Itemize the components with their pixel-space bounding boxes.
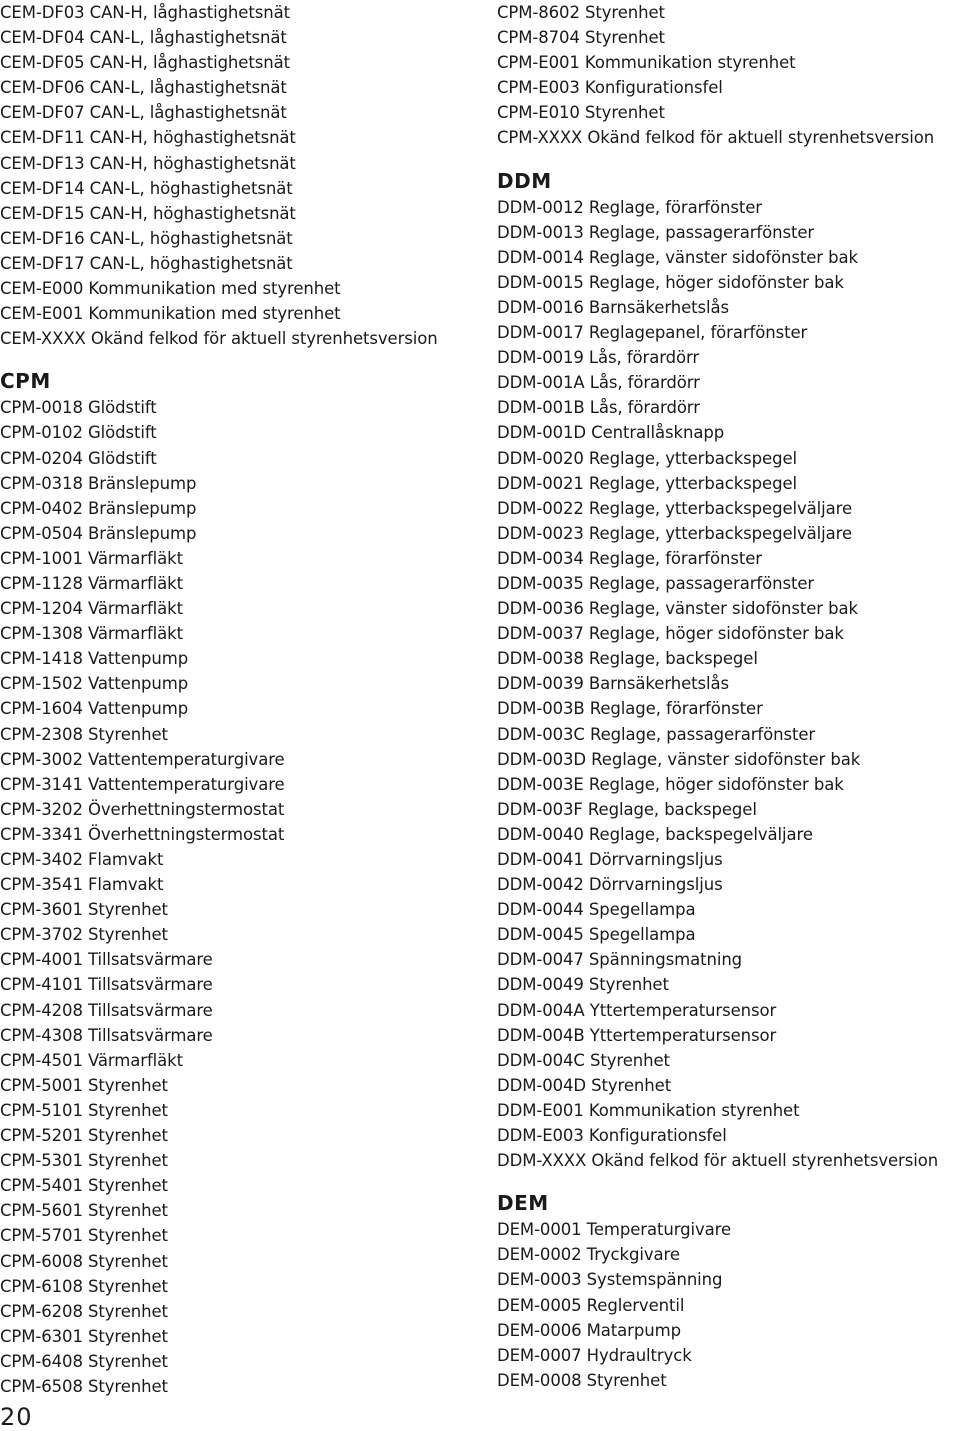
fault-code-entry-cpm-5301: CPM-5301 Styrenhet bbox=[0, 1151, 168, 1171]
fault-code-entry-ddm-003f: DDM-003F Reglage, backspegel bbox=[497, 799, 757, 819]
fault-code-entry-cpm-5201: CPM-5201 Styrenhet bbox=[0, 1126, 168, 1146]
fault-code-entry-cpm-3702: CPM-3702 Styrenhet bbox=[0, 925, 168, 945]
fault-code-entry-cpm-6408: CPM-6408 Styrenhet bbox=[0, 1351, 168, 1371]
fault-code-entry-cem-df03: CEM-DF03 CAN-H, låghastighetsnät bbox=[0, 3, 290, 22]
fault-code-entry-ddm-0021: DDM-0021 Reglage, ytterbackspegel bbox=[497, 473, 797, 493]
fault-code-entry-cpm-1308: CPM-1308 Värmarfläkt bbox=[0, 624, 184, 644]
fault-code-entry-cem-e000: CEM-E000 Kommunikation med styrenhet bbox=[0, 279, 341, 299]
fault-code-entry-ddm-0012: DDM-0012 Reglage, förarfönster bbox=[497, 197, 762, 217]
fault-code-entry-ddm-0019: DDM-0019 Lås, förardörr bbox=[497, 348, 700, 368]
fault-code-entry-cpm-4001: CPM-4001 Tillsatsvärmare bbox=[0, 950, 213, 970]
fault-code-entry-ddm-0023: DDM-0023 Reglage, ytterbackspegelväljare bbox=[497, 523, 853, 543]
fault-code-entry-ddm-001a: DDM-001A Lås, förardörr bbox=[497, 373, 700, 393]
fault-code-entry-cpm-1502: CPM-1502 Vattenpump bbox=[0, 674, 189, 694]
fault-code-entry-ddm-0020: DDM-0020 Reglage, ytterbackspegel bbox=[497, 448, 797, 468]
fault-code-entry-ddm-0045: DDM-0045 Spegellampa bbox=[497, 925, 696, 945]
left-column bbox=[0, 0, 480, 1399]
fault-code-entry-dem-0005: DEM-0005 Reglerventil bbox=[497, 1295, 685, 1315]
fault-code-entry-cem-xxxx: CEM-XXXX Okänd felkod för aktuell styrenhetsversion bbox=[0, 329, 438, 349]
fault-code-entry-cpm-5001: CPM-5001 Styrenhet bbox=[0, 1075, 168, 1095]
fault-code-entry-cpm-3601: CPM-3601 Styrenhet bbox=[0, 900, 168, 920]
fault-code-entry-cem-df04: CEM-DF04 CAN-L, låghastighetsnät bbox=[0, 28, 287, 48]
section-heading-cpm: CPM bbox=[0, 369, 51, 394]
fault-code-entry-ddm-e001: DDM-E001 Kommunikation styrenhet bbox=[497, 1100, 800, 1120]
fault-code-entry-ddm-004d: DDM-004D Styrenhet bbox=[497, 1075, 672, 1095]
fault-code-entry-cpm-0204: CPM-0204 Glödstift bbox=[0, 448, 157, 468]
fault-code-entry-dem-0001: DEM-0001 Temperaturgivare bbox=[497, 1220, 732, 1240]
fault-code-entry-cpm-3202: CPM-3202 Överhettningstermostat bbox=[0, 799, 285, 819]
fault-code-entry-cpm-4101: CPM-4101 Tillsatsvärmare bbox=[0, 975, 213, 995]
fault-code-entry-cem-df11: CEM-DF11 CAN-H, höghastighetsnät bbox=[0, 128, 296, 148]
fault-code-entry-cpm-5601: CPM-5601 Styrenhet bbox=[0, 1201, 168, 1221]
fault-code-entry-cem-df07: CEM-DF07 CAN-L, låghastighetsnät bbox=[0, 103, 287, 123]
fault-code-entry-cpm-4308: CPM-4308 Tillsatsvärmare bbox=[0, 1025, 213, 1045]
fault-code-entry-ddm-0049: DDM-0049 Styrenhet bbox=[497, 975, 669, 995]
fault-code-entry-cem-e001: CEM-E001 Kommunikation med styrenhet bbox=[0, 304, 341, 324]
fault-code-entry-cem-df17: CEM-DF17 CAN-L, höghastighetsnät bbox=[0, 253, 293, 273]
fault-code-entry-ddm-0013: DDM-0013 Reglage, passagerarfönster bbox=[497, 222, 815, 242]
fault-code-entry-cpm-6208: CPM-6208 Styrenhet bbox=[0, 1301, 168, 1321]
fault-code-entry-dem-0003: DEM-0003 Systemspänning bbox=[497, 1270, 723, 1290]
fault-code-entry-cpm-6508: CPM-6508 Styrenhet bbox=[0, 1376, 168, 1396]
fault-code-entry-ddm-0037: DDM-0037 Reglage, höger sidofönster bak bbox=[497, 624, 844, 644]
fault-code-entry-cpm-5401: CPM-5401 Styrenhet bbox=[0, 1176, 168, 1196]
fault-code-entry-ddm-0040: DDM-0040 Reglage, backspegelväljare bbox=[497, 824, 813, 844]
fault-code-entry-ddm-0022: DDM-0022 Reglage, ytterbackspegelväljare bbox=[497, 498, 853, 518]
fault-code-entry-cpm-3402: CPM-3402 Flamvakt bbox=[0, 850, 164, 869]
fault-code-entry-ddm-0042: DDM-0042 Dörrvarningsljus bbox=[497, 875, 723, 895]
fault-code-entry-cpm-1128: CPM-1128 Värmarfläkt bbox=[0, 573, 184, 593]
fault-code-entry-ddm-0041: DDM-0041 Dörrvarningsljus bbox=[497, 850, 723, 869]
fault-code-entry-ddm-0035: DDM-0035 Reglage, passagerarfönster bbox=[497, 573, 815, 593]
fault-code-entry-ddm-0038: DDM-0038 Reglage, backspegel bbox=[497, 649, 758, 669]
fault-code-entry-cpm-0318: CPM-0318 Bränslepump bbox=[0, 473, 197, 493]
fault-code-entry-cpm-0402: CPM-0402 Bränslepump bbox=[0, 498, 197, 518]
fault-code-entry-cem-df05: CEM-DF05 CAN-H, låghastighetsnät bbox=[0, 53, 290, 73]
fault-code-entry-cpm-0504: CPM-0504 Bränslepump bbox=[0, 523, 197, 543]
fault-code-entry-cem-df15: CEM-DF15 CAN-H, höghastighetsnät bbox=[0, 203, 296, 223]
fault-code-entry-cpm-xxxx: CPM-XXXX Okänd felkod för aktuell styrenhetsversion bbox=[497, 128, 935, 148]
fault-code-entry-ddm-004b: DDM-004B Yttertemperatursensor bbox=[497, 1025, 777, 1045]
section-heading-ddm: DDM bbox=[497, 168, 552, 193]
fault-code-entry-ddm-0016: DDM-0016 Barnsäkerhetslås bbox=[497, 297, 730, 317]
section-heading-dem: DEM bbox=[497, 1191, 549, 1216]
fault-code-entry-cpm-8602: CPM-8602 Styrenhet bbox=[497, 3, 665, 22]
fault-code-entry-cpm-e003: CPM-E003 Konfigurationsfel bbox=[497, 78, 723, 98]
fault-code-entry-cpm-e001: CPM-E001 Kommunikation styrenhet bbox=[497, 53, 796, 73]
fault-code-entry-ddm-001b: DDM-001B Lås, förardörr bbox=[497, 398, 700, 418]
fault-code-entry-cpm-6301: CPM-6301 Styrenhet bbox=[0, 1326, 168, 1346]
fault-code-entry-ddm-0014: DDM-0014 Reglage, vänster sidofönster bak bbox=[497, 247, 858, 267]
fault-code-entry-cpm-3141: CPM-3141 Vattentemperaturgivare bbox=[0, 774, 285, 794]
fault-code-entry-cpm-3341: CPM-3341 Överhettningstermostat bbox=[0, 824, 285, 844]
fault-code-entry-cpm-1418: CPM-1418 Vattenpump bbox=[0, 649, 189, 669]
fault-code-entry-cpm-3541: CPM-3541 Flamvakt bbox=[0, 875, 164, 895]
fault-code-entry-ddm-0044: DDM-0044 Spegellampa bbox=[497, 900, 696, 920]
fault-code-entry-ddm-0036: DDM-0036 Reglage, vänster sidofönster bak bbox=[497, 599, 858, 619]
fault-code-entry-cpm-2308: CPM-2308 Styrenhet bbox=[0, 724, 168, 744]
fault-code-entry-dem-0007: DEM-0007 Hydraultryck bbox=[497, 1345, 692, 1365]
fault-code-entry-cem-df13: CEM-DF13 CAN-H, höghastighetsnät bbox=[0, 153, 296, 173]
fault-code-entry-cpm-6108: CPM-6108 Styrenhet bbox=[0, 1276, 168, 1296]
fault-code-entry-ddm-004c: DDM-004C Styrenhet bbox=[497, 1050, 670, 1070]
fault-code-entry-ddm-0039: DDM-0039 Barnsäkerhetslås bbox=[497, 674, 730, 694]
fault-code-entry-ddm-003c: DDM-003C Reglage, passagerarfönster bbox=[497, 724, 816, 744]
fault-code-entry-cpm-4501: CPM-4501 Värmarfläkt bbox=[0, 1050, 184, 1070]
fault-code-entry-ddm-xxxx: DDM-XXXX Okänd felkod för aktuell styrenhetsversion bbox=[497, 1151, 939, 1171]
fault-code-entry-cpm-0102: CPM-0102 Glödstift bbox=[0, 423, 157, 443]
fault-code-entry-cpm-4208: CPM-4208 Tillsatsvärmare bbox=[0, 1000, 213, 1020]
fault-code-entry-dem-0008: DEM-0008 Styrenhet bbox=[497, 1370, 667, 1390]
fault-code-entry-ddm-e003: DDM-E003 Konfigurationsfel bbox=[497, 1126, 727, 1146]
fault-code-entry-ddm-0015: DDM-0015 Reglage, höger sidofönster bak bbox=[497, 272, 844, 292]
fault-code-entry-cpm-8704: CPM-8704 Styrenhet bbox=[497, 28, 665, 48]
fault-code-entry-ddm-0034: DDM-0034 Reglage, förarfönster bbox=[497, 548, 762, 568]
fault-code-entry-cpm-0018: CPM-0018 Glödstift bbox=[0, 398, 157, 418]
page-number: 20 bbox=[0, 1403, 33, 1431]
fault-code-entry-cpm-1204: CPM-1204 Värmarfläkt bbox=[0, 599, 184, 619]
fault-code-entry-ddm-003b: DDM-003B Reglage, förarfönster bbox=[497, 699, 763, 719]
right-column bbox=[497, 0, 960, 1393]
fault-code-entry-cem-df06: CEM-DF06 CAN-L, låghastighetsnät bbox=[0, 78, 287, 98]
fault-code-entry-cem-df16: CEM-DF16 CAN-L, höghastighetsnät bbox=[0, 228, 293, 248]
fault-code-entry-ddm-001d: DDM-001D Centrallåsknapp bbox=[497, 423, 725, 443]
fault-code-entry-cpm-5701: CPM-5701 Styrenhet bbox=[0, 1226, 168, 1246]
fault-code-entry-dem-0006: DEM-0006 Matarpump bbox=[497, 1320, 681, 1340]
fault-code-entry-ddm-0017: DDM-0017 Reglagepanel, förarfönster bbox=[497, 323, 808, 343]
fault-code-entry-cpm-6008: CPM-6008 Styrenhet bbox=[0, 1251, 168, 1271]
fault-code-entry-ddm-004a: DDM-004A Yttertemperatursensor bbox=[497, 1000, 777, 1020]
fault-code-entry-cpm-5101: CPM-5101 Styrenhet bbox=[0, 1100, 168, 1120]
fault-code-entry-cpm-1001: CPM-1001 Värmarfläkt bbox=[0, 548, 184, 568]
fault-code-entry-dem-0002: DEM-0002 Tryckgivare bbox=[497, 1245, 680, 1265]
fault-code-entry-ddm-003e: DDM-003E Reglage, höger sidofönster bak bbox=[497, 774, 844, 794]
fault-code-entry-ddm-0047: DDM-0047 Spänningsmatning bbox=[497, 950, 743, 970]
fault-code-entry-ddm-003d: DDM-003D Reglage, vänster sidofönster bak bbox=[497, 749, 861, 769]
fault-code-entry-cpm-3002: CPM-3002 Vattentemperaturgivare bbox=[0, 749, 285, 769]
fault-code-entry-cpm-e010: CPM-E010 Styrenhet bbox=[497, 103, 665, 123]
fault-code-entry-cpm-1604: CPM-1604 Vattenpump bbox=[0, 699, 189, 719]
fault-code-entry-cem-df14: CEM-DF14 CAN-L, höghastighetsnät bbox=[0, 178, 293, 198]
